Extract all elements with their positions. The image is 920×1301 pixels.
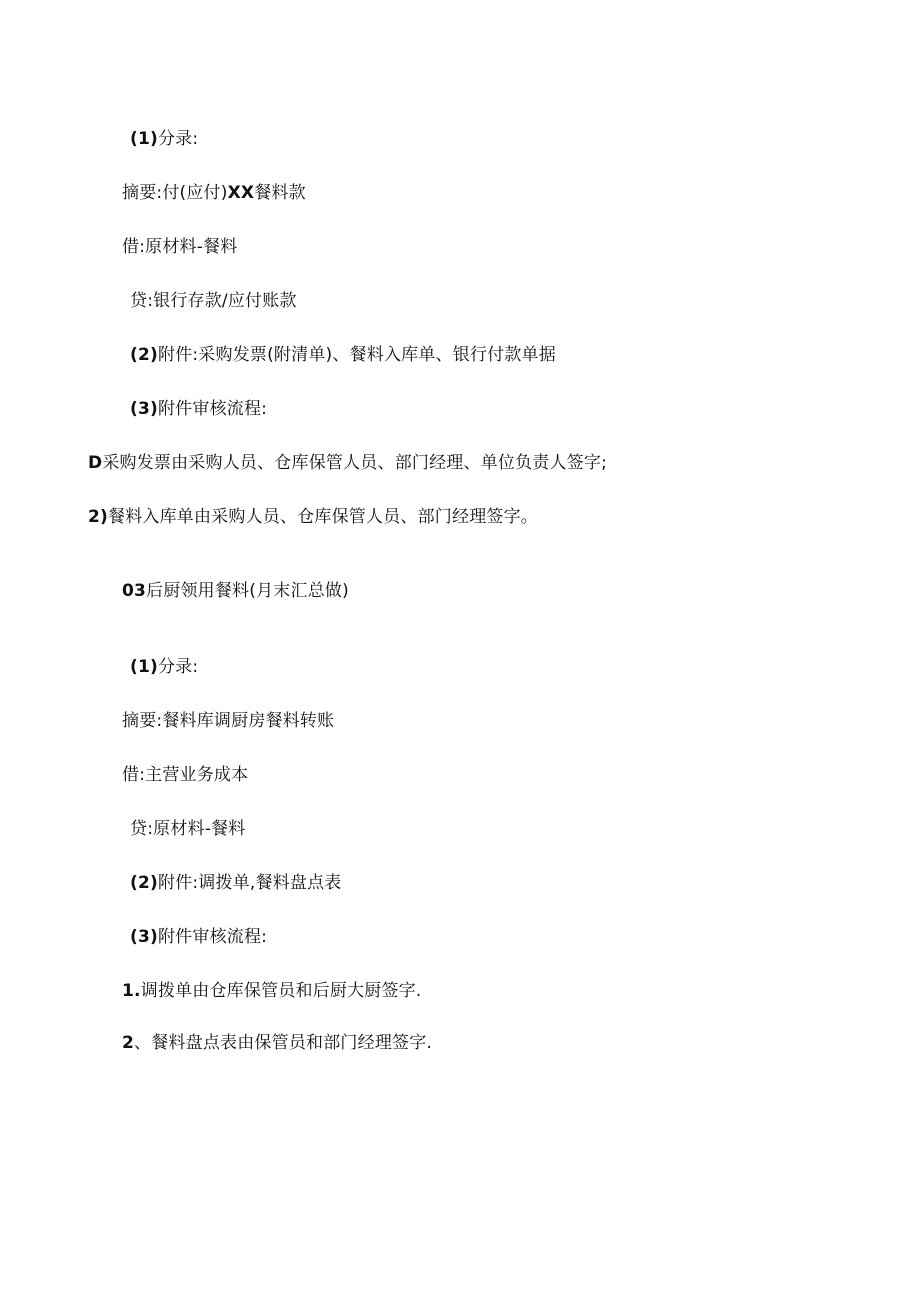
kitchen-flow-heading [130, 926, 267, 948]
purchase-flow-item-1 [88, 452, 607, 474]
kitchen-summary: 摘要:餐料库调厨房餐料转账 [122, 711, 335, 731]
kitchen-entry-heading [130, 656, 198, 678]
purchase-entry-number: (1) [130, 129, 158, 149]
kitchen-section-heading [122, 580, 349, 602]
purchase-summary-tail: 餐料款 [254, 183, 306, 203]
kitchen-flow-label: 附件审核流程: [157, 927, 268, 947]
kitchen-flow-item-2-number: 2 [122, 1033, 135, 1053]
kitchen-attachments [130, 872, 342, 894]
kitchen-section-title: 后厨领用餐料(月末汇总做) [146, 581, 349, 601]
purchase-summary-bold: XX [227, 183, 255, 203]
purchase-flow-item-2-text: 餐料入库单由采购人员、仓库保管人员、部门经理签字。 [108, 507, 538, 527]
purchase-entry-heading [130, 128, 198, 150]
purchase-credit: 贷:银行存款/应付账款 [130, 291, 297, 311]
purchase-summary [122, 182, 306, 204]
kitchen-flow-item-1 [122, 980, 422, 1002]
kitchen-entry-label: 分录: [157, 657, 199, 677]
kitchen-debit: 借:主营业务成本 [122, 765, 249, 785]
kitchen-flow-item-2 [122, 1032, 432, 1054]
purchase-summary-text: 摘要:付(应付) [122, 183, 228, 203]
purchase-flow-item-2-number: 2) [88, 507, 108, 527]
purchase-attachments-number: (2) [130, 345, 158, 365]
purchase-flow-item-2 [88, 506, 538, 528]
purchase-flow-item-1-text: 采购发票由采购人员、仓库保管人员、部门经理、单位负责人签字; [102, 453, 608, 473]
kitchen-flow-item-1-number: 1. [122, 981, 141, 1001]
kitchen-credit: 贷:原材料-餐料 [130, 819, 246, 839]
kitchen-attachments-number: (2) [130, 873, 158, 893]
kitchen-flow-item-2-text: 、餐料盘点表由保管员和部门经理签字. [134, 1033, 433, 1053]
purchase-debit: 借:原材料-餐料 [122, 237, 238, 257]
purchase-flow-heading [130, 398, 267, 420]
kitchen-flow-item-1-text: 调拨单由仓库保管员和后厨大厨签字. [140, 981, 422, 1001]
kitchen-entry-number: (1) [130, 657, 158, 677]
purchase-flow-item-1-number: D [88, 453, 103, 473]
purchase-attachments-text: 附件:采购发票(附清单)、餐料入库单、银行付款单据 [157, 345, 556, 365]
kitchen-flow-number: (3) [130, 927, 158, 947]
purchase-entry-label: 分录: [157, 129, 199, 149]
kitchen-attachments-text: 附件:调拨单,餐料盘点表 [157, 873, 342, 893]
purchase-flow-number: (3) [130, 399, 158, 419]
purchase-attachments [130, 344, 556, 366]
kitchen-section-number: 03 [122, 581, 147, 601]
purchase-flow-label: 附件审核流程: [157, 399, 268, 419]
